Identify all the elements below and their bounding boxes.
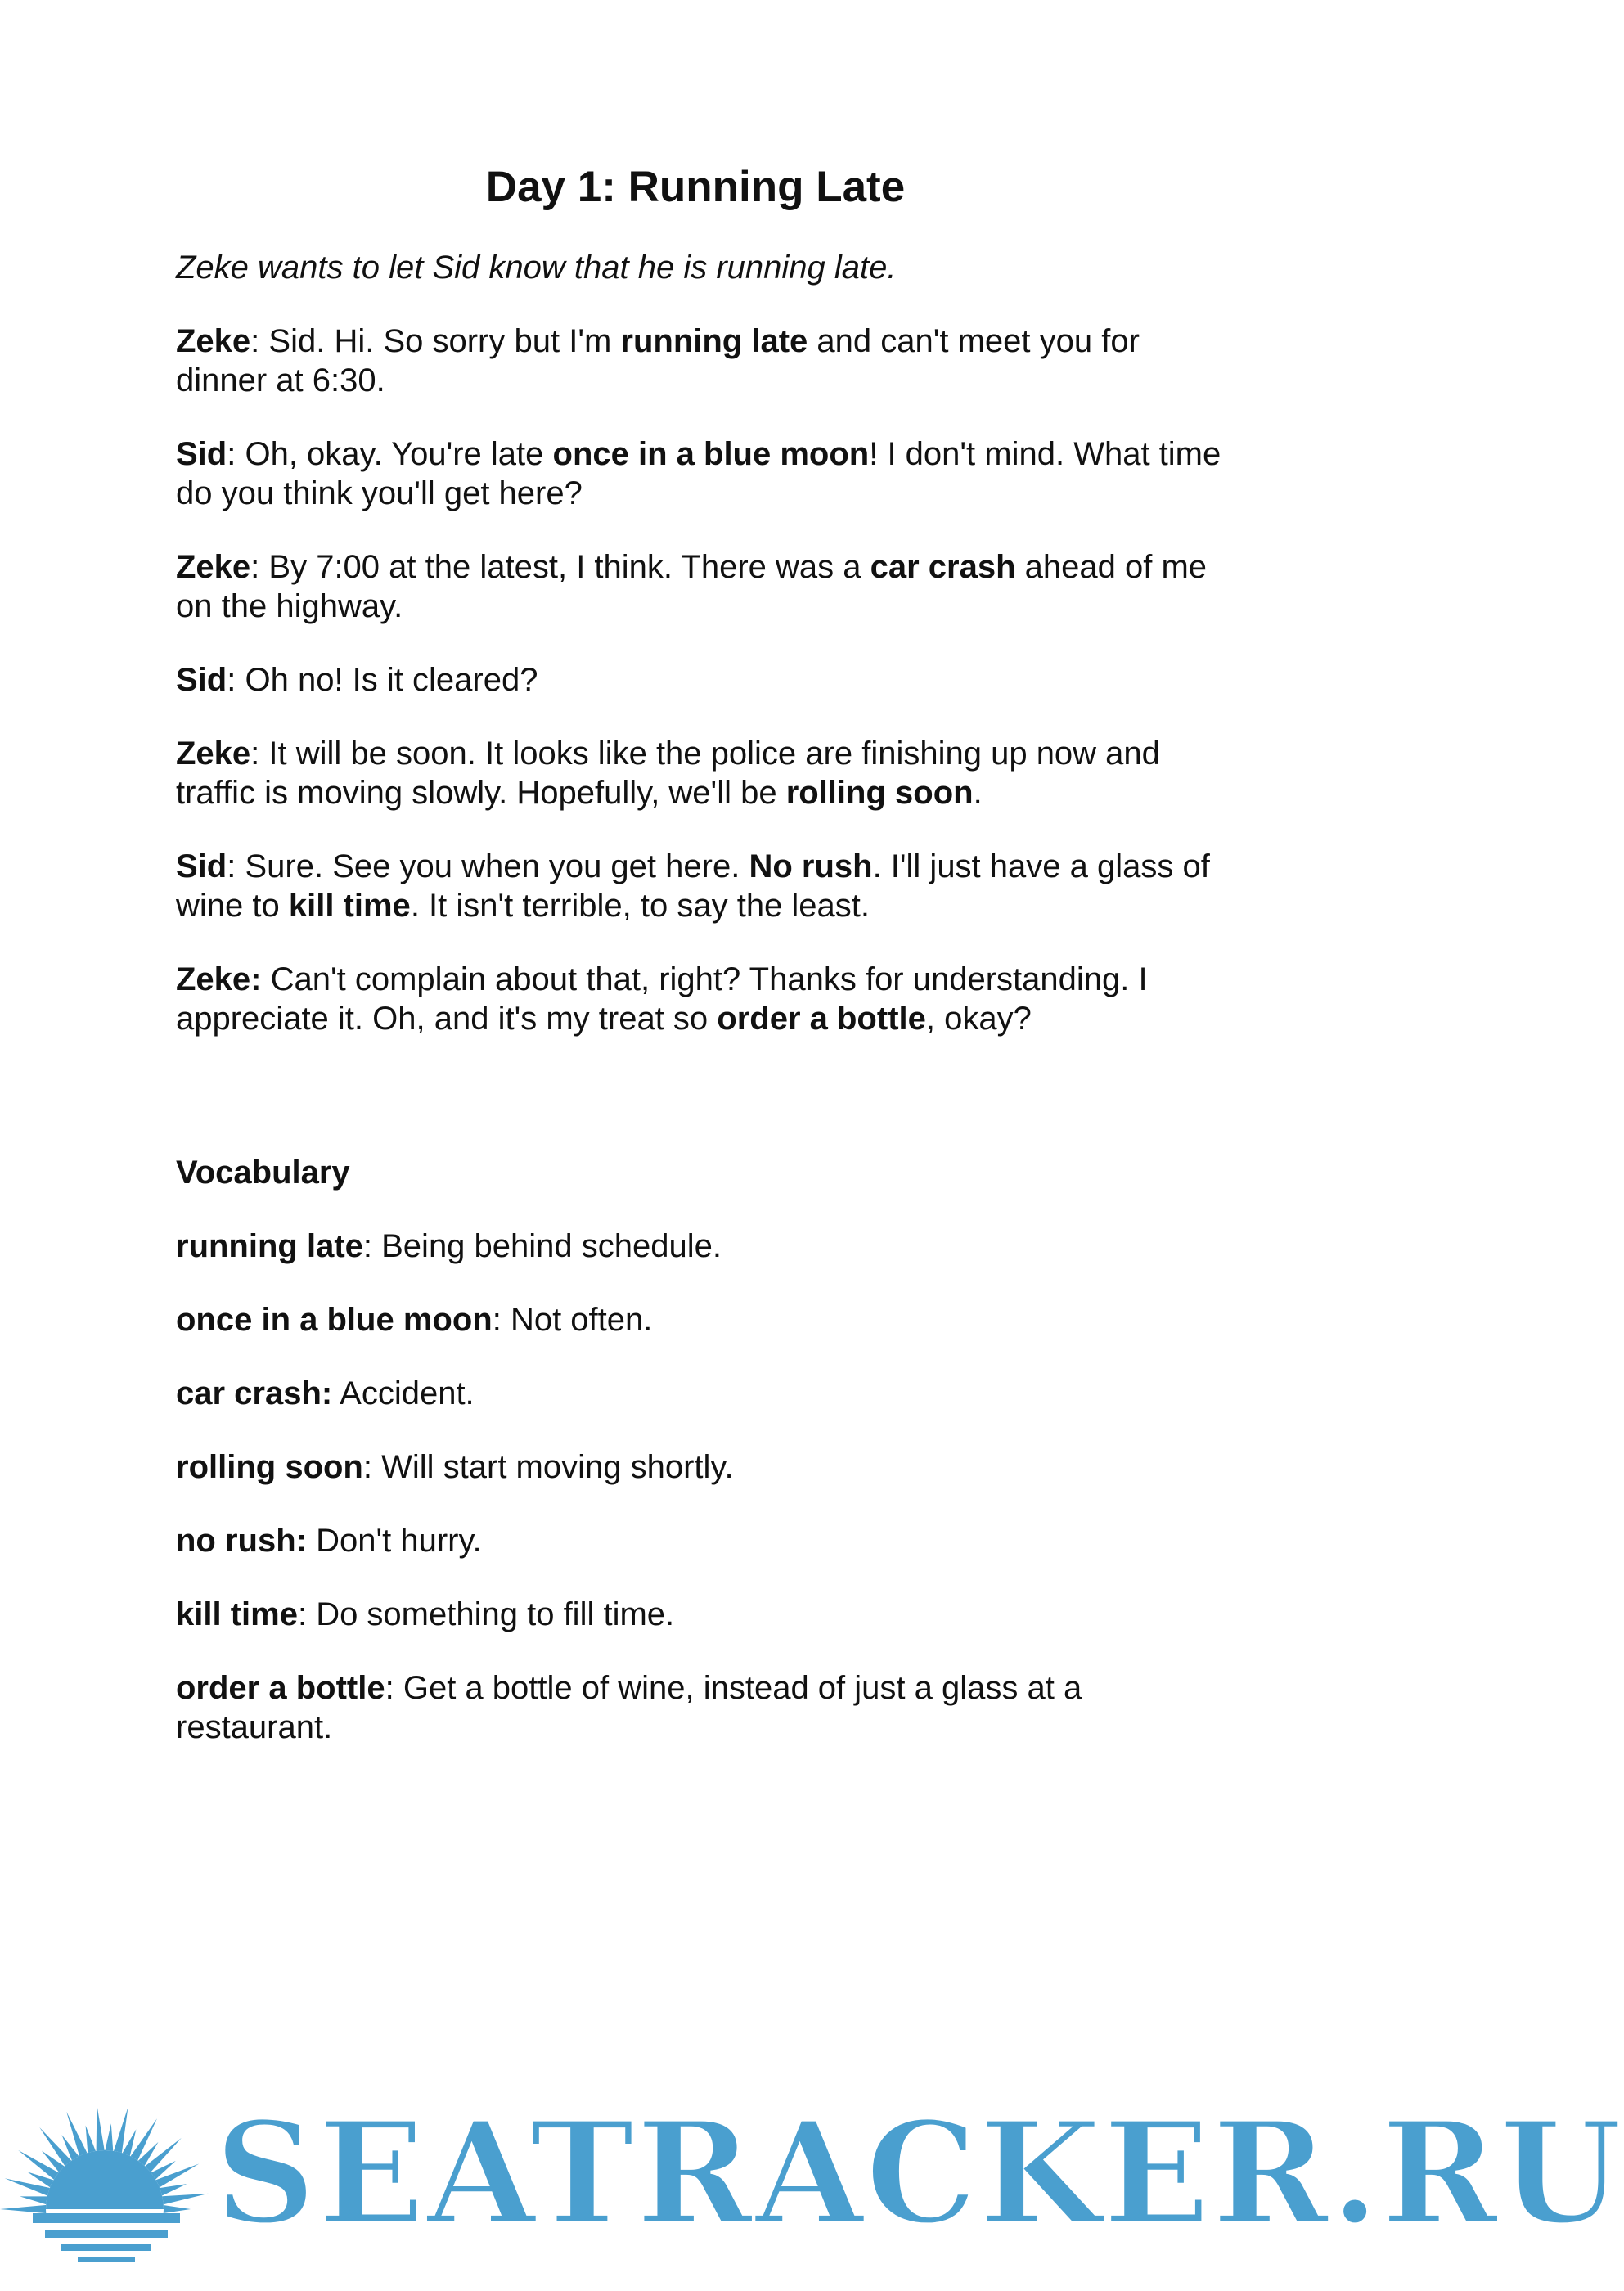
sun-ray	[97, 2104, 105, 2152]
sun-ray	[158, 2184, 187, 2196]
highlighted-phrase: running late	[620, 323, 808, 359]
highlighted-phrase: order a bottle	[717, 1001, 926, 1037]
dialogue-line	[176, 434, 1239, 513]
speaker-separator: :	[227, 848, 245, 884]
sun-ray	[20, 2196, 49, 2204]
dialogue-line	[176, 847, 1239, 925]
dialogue-line	[176, 960, 1239, 1038]
dialogue-line	[176, 322, 1239, 400]
dialogue-text: ahead of me on the highway.	[176, 549, 1208, 624]
intro-text: Zeke wants to let Sid know that he is running late.	[176, 250, 897, 286]
vocabulary-separator: :	[297, 1596, 317, 1632]
vocabulary-item	[176, 1447, 1239, 1487]
watermark-text: SEATRACKER.RU	[214, 2090, 1624, 2256]
speaker-name: Zeke:	[176, 961, 262, 997]
dialogue-text: , okay?	[925, 1001, 1032, 1037]
sun-ray	[129, 2118, 157, 2162]
dialogue-text: Sure. See you when you get here.	[245, 848, 749, 884]
sun-ray	[160, 2194, 208, 2205]
sun-ray	[162, 2205, 191, 2213]
highlighted-phrase: car crash	[870, 549, 1016, 585]
vocabulary-term: order a bottle	[176, 1670, 385, 1706]
speaker-name: Sid	[176, 848, 227, 884]
vocabulary-definition: Don't hurry.	[316, 1523, 482, 1559]
dialogue-text: Oh, okay. You're late	[245, 436, 553, 472]
vocabulary-term: car crash:	[176, 1375, 333, 1411]
vocabulary-definition: Being behind schedule.	[381, 1228, 722, 1264]
vocabulary-separator: :	[362, 1228, 382, 1264]
speaker-name: Sid	[176, 662, 227, 698]
speaker-separator: :	[250, 549, 269, 585]
vocabulary-term: kill time	[176, 1596, 298, 1632]
dialogue-text: Sid. Hi. So sorry but I'm	[268, 323, 621, 359]
dialogue	[176, 322, 1239, 1038]
vocabulary-definition: Do something to fill time.	[316, 1596, 675, 1632]
vocabulary-item	[176, 1300, 1239, 1339]
vocabulary-definition: Get a bottle of wine, instead of just a glass at a restaurant.	[176, 1670, 1082, 1745]
vocabulary-list	[176, 1227, 1239, 1747]
vocabulary-definition: Not often.	[510, 1302, 653, 1338]
speaker-name: Zeke	[176, 323, 251, 359]
vocabulary-definition: Accident.	[340, 1375, 475, 1411]
speaker-separator: :	[250, 323, 269, 359]
highlighted-phrase: once in a blue moon	[552, 436, 870, 472]
highlighted-phrase: No rush	[749, 848, 873, 884]
vocabulary-heading: Vocabulary	[176, 1155, 350, 1191]
dialogue-line	[176, 660, 1239, 700]
speaker-name: Zeke	[176, 736, 251, 772]
sun-logo-icon	[0, 2082, 213, 2291]
vocabulary-item	[176, 1521, 1239, 1560]
speaker-name: Zeke	[176, 549, 251, 585]
page-title: Day 1: Running Late	[485, 163, 906, 211]
speaker-separator: :	[227, 436, 245, 472]
vocabulary-separator: :	[385, 1670, 403, 1706]
vocabulary-item	[176, 1227, 1239, 1266]
vocabulary-item	[176, 1595, 1239, 1634]
vocabulary-separator: :	[492, 1302, 511, 1338]
vocabulary-term: once in a blue moon	[176, 1302, 493, 1338]
speaker-separator	[262, 961, 271, 997]
sun-ray	[155, 2164, 200, 2189]
speaker-separator: :	[250, 736, 269, 772]
dialogue-text: ! I don't mind. What time do you think you'll get here?	[176, 436, 1221, 511]
vocabulary-separator	[307, 1523, 316, 1559]
dialogue-text: By 7:00 at the latest, I think. There was a	[268, 549, 870, 585]
vocabulary-term: running late	[176, 1228, 363, 1264]
vocabulary-item	[176, 1374, 1239, 1413]
dialogue-text: .	[973, 775, 983, 811]
dialogue-text: . I'll just have a glass of wine to	[176, 848, 1210, 924]
dialogue-text: Oh no! Is it cleared?	[245, 662, 538, 698]
vocabulary-separator	[332, 1375, 340, 1411]
vocabulary-term: no rush:	[176, 1523, 307, 1559]
vocabulary-separator: :	[362, 1449, 382, 1485]
dialogue-text: It will be soon. It looks like the police are finishing up now and traffic is moving slowly. Hopefully, we'll be	[176, 736, 1160, 811]
dialogue-line	[176, 547, 1239, 626]
highlighted-phrase: kill time	[288, 888, 411, 924]
vocabulary-item	[176, 1668, 1239, 1747]
dialogue-text: . It isn't terrible, to say the least.	[410, 888, 870, 924]
sun-ray	[0, 2205, 47, 2213]
watermark-banner	[0, 2082, 1624, 2291]
dialogue-line	[176, 734, 1239, 812]
sun-ray	[105, 2123, 113, 2153]
dialogue-text: Can't complain about that, right? Thanks for understanding. I appreciate it. Oh, and it's my treat so	[176, 961, 1148, 1037]
speaker-separator: :	[227, 662, 245, 698]
vocabulary-term: rolling soon	[176, 1449, 363, 1485]
vocabulary-definition: Will start moving shortly.	[381, 1449, 734, 1485]
dialogue-text: and can't meet you for dinner at 6:30.	[176, 323, 1140, 398]
highlighted-phrase: rolling soon	[785, 775, 974, 811]
speaker-name: Sid	[176, 436, 227, 472]
sun-ray	[86, 2126, 97, 2155]
content-body	[176, 248, 1239, 1781]
